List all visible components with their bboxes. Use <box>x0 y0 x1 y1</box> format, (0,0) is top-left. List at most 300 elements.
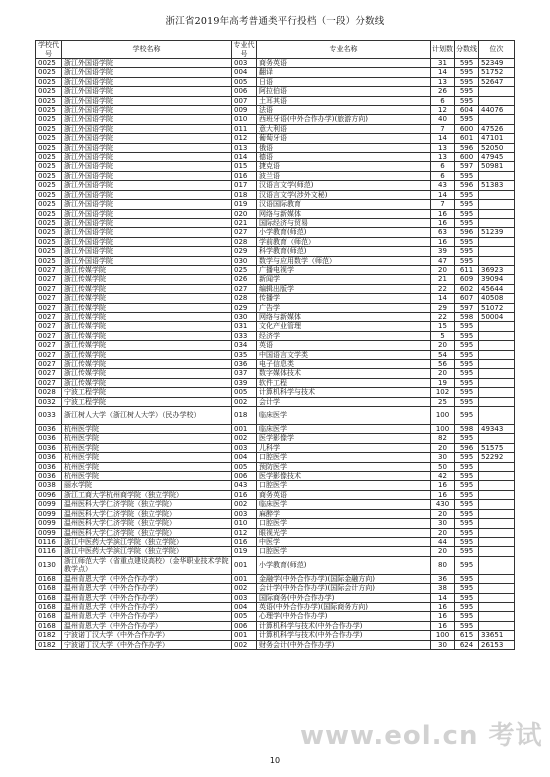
cell-major-code: 004 <box>232 68 257 77</box>
cell-major-code: 026 <box>232 275 257 284</box>
cell-major-code: 002 <box>232 640 257 649</box>
cell-score-line: 595 <box>455 247 479 256</box>
cell-major-name: 口腔医学 <box>257 481 431 490</box>
cell-plan-count: 12 <box>431 106 455 115</box>
cell-plan-count: 6 <box>431 162 455 171</box>
cell-school-code: 0099 <box>36 519 62 528</box>
table-header-row <box>36 41 515 59</box>
cell-major-name: 翻译 <box>257 68 431 77</box>
cell-score-line: 595 <box>455 350 479 359</box>
cell-school-name: 浙江外国语学院 <box>62 200 232 209</box>
table-row <box>36 209 515 218</box>
cell-major-name: 临床医学 <box>257 500 431 509</box>
cell-plan-count: 30 <box>431 453 455 462</box>
cell-major-code: 037 <box>232 369 257 378</box>
table-row <box>36 528 515 537</box>
cell-major-name: 小学教育(师范) <box>257 228 431 237</box>
cell-school-name: 温州医科大学仁济学院（独立学院） <box>62 500 232 509</box>
cell-school-code: 0025 <box>36 190 62 199</box>
table-row <box>36 284 515 293</box>
cell-major-name: 网络与新媒体 <box>257 209 431 218</box>
cell-major-code: 012 <box>232 528 257 537</box>
cell-school-name: 浙江传媒学院 <box>62 322 232 331</box>
cell-score-line: 607 <box>455 294 479 303</box>
cell-major-name: 麻醉学 <box>257 509 431 518</box>
cell-rank <box>479 528 515 537</box>
cell-score-line: 595 <box>455 490 479 499</box>
cell-school-code: 0025 <box>36 59 62 68</box>
cell-school-code: 0027 <box>36 378 62 387</box>
cell-school-name: 浙江外国语学院 <box>62 181 232 190</box>
table-row <box>36 162 515 171</box>
cell-plan-count: 26 <box>431 87 455 96</box>
cell-major-name: 波兰语 <box>257 171 431 180</box>
cell-major-name: 软件工程 <box>257 378 431 387</box>
table-row <box>36 407 515 425</box>
cell-major-code: 006 <box>232 621 257 630</box>
cell-major-code: 007 <box>232 96 257 105</box>
cell-score-line: 595 <box>455 547 479 556</box>
table-row <box>36 397 515 406</box>
cell-school-name: 浙江传媒学院 <box>62 275 232 284</box>
cell-plan-count: 20 <box>431 528 455 537</box>
table-row <box>36 96 515 105</box>
cell-rank <box>479 397 515 406</box>
cell-school-code: 0025 <box>36 106 62 115</box>
cell-major-name: 计算机科学与技术(中外合作办学) <box>257 621 431 630</box>
header-score-line: 分数线 <box>455 41 479 59</box>
cell-score-line: 595 <box>455 378 479 387</box>
cell-rank: 52647 <box>479 77 515 86</box>
cell-score-line: 595 <box>455 218 479 227</box>
cell-major-code: 028 <box>232 237 257 246</box>
table-row <box>36 369 515 378</box>
cell-rank <box>479 171 515 180</box>
cell-major-name: 国际商务(中外合作办学) <box>257 593 431 602</box>
cell-rank <box>479 481 515 490</box>
table-row <box>36 190 515 199</box>
cell-plan-count: 16 <box>431 612 455 621</box>
cell-score-line: 597 <box>455 162 479 171</box>
cell-rank <box>479 621 515 630</box>
cell-major-name: 传播学 <box>257 294 431 303</box>
cell-rank: 36923 <box>479 265 515 274</box>
cell-school-code: 0025 <box>36 200 62 209</box>
cell-major-code: 027 <box>232 228 257 237</box>
cell-plan-count: 16 <box>431 209 455 218</box>
cell-major-code: 002 <box>232 397 257 406</box>
table-row <box>36 519 515 528</box>
cell-major-name: 口腔医学 <box>257 519 431 528</box>
cell-major-name: 学前教育（师范） <box>257 237 431 246</box>
cell-score-line: 596 <box>455 143 479 152</box>
cell-score-line: 595 <box>455 621 479 630</box>
cell-school-name: 杭州医学院 <box>62 443 232 452</box>
cell-plan-count: 40 <box>431 115 455 124</box>
cell-major-name: 中医学 <box>257 537 431 546</box>
cell-major-code: 028 <box>232 294 257 303</box>
cell-rank <box>479 556 515 574</box>
cell-plan-count: 13 <box>431 77 455 86</box>
cell-plan-count: 16 <box>431 490 455 499</box>
cell-score-line: 597 <box>455 303 479 312</box>
cell-score-line: 595 <box>455 407 479 425</box>
cell-major-code: 030 <box>232 256 257 265</box>
cell-school-name: 浙江传媒学院 <box>62 378 232 387</box>
cell-plan-count: 29 <box>431 303 455 312</box>
cell-school-code: 0027 <box>36 312 62 321</box>
table-row <box>36 303 515 312</box>
cell-major-name: 计算机科学与技术 <box>257 388 431 397</box>
cell-school-code: 0025 <box>36 96 62 105</box>
cell-major-code: 006 <box>232 472 257 481</box>
cell-school-name: 浙江外国语学院 <box>62 228 232 237</box>
table-row <box>36 247 515 256</box>
cell-school-name: 浙江外国语学院 <box>62 106 232 115</box>
cell-rank <box>479 407 515 425</box>
cell-major-code: 003 <box>232 59 257 68</box>
cell-score-line: 624 <box>455 640 479 649</box>
cell-major-code: 018 <box>232 407 257 425</box>
table-row <box>36 490 515 499</box>
table-row <box>36 265 515 274</box>
cell-school-code: 0025 <box>36 143 62 152</box>
cell-major-name: 数字媒体技术 <box>257 369 431 378</box>
cell-plan-count: 13 <box>431 153 455 162</box>
cell-plan-count: 39 <box>431 247 455 256</box>
cell-rank: 40508 <box>479 294 515 303</box>
cell-school-name: 宁波工程学院 <box>62 397 232 406</box>
cell-major-name: 编辑出版学 <box>257 284 431 293</box>
table-row <box>36 621 515 630</box>
cell-major-name: 网络与新媒体 <box>257 312 431 321</box>
cell-rank <box>479 360 515 369</box>
cell-plan-count: 7 <box>431 200 455 209</box>
cell-school-code: 0027 <box>36 265 62 274</box>
cell-major-code: 027 <box>232 284 257 293</box>
cell-major-code: 031 <box>232 322 257 331</box>
cell-score-line: 615 <box>455 631 479 640</box>
header-school-name: 学校名称 <box>62 41 232 59</box>
cell-rank <box>479 593 515 602</box>
cell-major-code: 005 <box>232 612 257 621</box>
cell-rank <box>479 388 515 397</box>
cell-school-name: 浙江传媒学院 <box>62 265 232 274</box>
cell-school-code: 0116 <box>36 547 62 556</box>
cell-school-code: 0036 <box>36 462 62 471</box>
cell-plan-count: 7 <box>431 124 455 133</box>
cell-plan-count: 100 <box>431 425 455 434</box>
cell-rank <box>479 378 515 387</box>
cell-school-name: 杭州医学院 <box>62 434 232 443</box>
cell-school-name: 浙江外国语学院 <box>62 96 232 105</box>
cell-plan-count: 50 <box>431 462 455 471</box>
cell-plan-count: 20 <box>431 547 455 556</box>
cell-major-code: 043 <box>232 481 257 490</box>
cell-major-name: 广告学 <box>257 303 431 312</box>
page-title: 浙江省2019年高考普通类平行投档（一段）分数线 <box>165 16 385 27</box>
cell-school-name: 温州肯恩大学（中外合作办学） <box>62 584 232 593</box>
cell-school-code: 0025 <box>36 162 62 171</box>
cell-score-line: 595 <box>455 115 479 124</box>
table-row <box>36 556 515 574</box>
cell-major-code: 010 <box>232 519 257 528</box>
cell-plan-count: 54 <box>431 350 455 359</box>
table-row <box>36 218 515 227</box>
table-row <box>36 360 515 369</box>
cell-school-code: 0182 <box>36 640 62 649</box>
cell-plan-count: 14 <box>431 294 455 303</box>
cell-major-name: 阿拉伯语 <box>257 87 431 96</box>
cell-major-name: 俄语 <box>257 143 431 152</box>
cell-rank <box>479 490 515 499</box>
cell-score-line: 595 <box>455 602 479 611</box>
cell-rank: 51072 <box>479 303 515 312</box>
table-row <box>36 388 515 397</box>
cell-score-line: 611 <box>455 265 479 274</box>
cell-major-name: 汉语言文学(涉外文秘) <box>257 190 431 199</box>
cell-school-code: 0027 <box>36 369 62 378</box>
cell-major-code: 034 <box>232 341 257 350</box>
cell-major-code: 016 <box>232 537 257 546</box>
watermark: www.eol.cn 考试 <box>300 721 543 751</box>
table-row <box>36 584 515 593</box>
cell-school-name: 浙江传媒学院 <box>62 303 232 312</box>
cell-plan-count: 16 <box>431 237 455 246</box>
cell-school-name: 浙江传媒学院 <box>62 331 232 340</box>
cell-major-name: 葡萄牙语 <box>257 134 431 143</box>
cell-score-line: 602 <box>455 284 479 293</box>
cell-rank <box>479 547 515 556</box>
cell-major-code: 001 <box>232 631 257 640</box>
cell-score-line: 595 <box>455 584 479 593</box>
cell-rank <box>479 115 515 124</box>
cell-plan-count: 36 <box>431 574 455 583</box>
cell-score-line: 604 <box>455 106 479 115</box>
cell-score-line: 596 <box>455 228 479 237</box>
cell-major-code: 021 <box>232 218 257 227</box>
cell-major-code: 005 <box>232 77 257 86</box>
cell-major-code: 005 <box>232 462 257 471</box>
cell-rank: 52292 <box>479 453 515 462</box>
cell-score-line: 600 <box>455 124 479 133</box>
cell-rank <box>479 218 515 227</box>
cell-plan-count: 80 <box>431 556 455 574</box>
cell-score-line: 595 <box>455 341 479 350</box>
cell-rank <box>479 350 515 359</box>
cell-major-name: 商务英语 <box>257 59 431 68</box>
cell-score-line: 595 <box>455 462 479 471</box>
cell-score-line: 595 <box>455 369 479 378</box>
page-number: 10 <box>269 756 281 765</box>
cell-rank <box>479 434 515 443</box>
cell-school-name: 浙江外国语学院 <box>62 87 232 96</box>
cell-rank <box>479 331 515 340</box>
table-row <box>36 631 515 640</box>
header-major-name: 专业名称 <box>257 41 431 59</box>
cell-major-code: 001 <box>232 574 257 583</box>
cell-major-code: 013 <box>232 143 257 152</box>
cell-score-line: 595 <box>455 509 479 518</box>
score-table-container <box>35 40 514 650</box>
table-row <box>36 640 515 649</box>
cell-major-code: 030 <box>232 312 257 321</box>
cell-major-code: 020 <box>232 209 257 218</box>
cell-major-name: 数学与应用数学（师范） <box>257 256 431 265</box>
cell-school-name: 杭州医学院 <box>62 425 232 434</box>
cell-school-code: 0027 <box>36 350 62 359</box>
table-row <box>36 181 515 190</box>
cell-major-code: 006 <box>232 87 257 96</box>
cell-school-name: 浙江传媒学院 <box>62 360 232 369</box>
cell-school-name: 浙江中医药大学滨江学院（独立学院） <box>62 547 232 556</box>
cell-score-line: 595 <box>455 87 479 96</box>
cell-plan-count: 14 <box>431 134 455 143</box>
cell-school-code: 0099 <box>36 509 62 518</box>
cell-score-line: 595 <box>455 200 479 209</box>
cell-plan-count: 16 <box>431 602 455 611</box>
table-row <box>36 322 515 331</box>
cell-major-code: 019 <box>232 200 257 209</box>
table-row <box>36 462 515 471</box>
header-plan-count: 计划数 <box>431 41 455 59</box>
table-row <box>36 434 515 443</box>
cell-school-code: 0116 <box>36 537 62 546</box>
cell-rank: 51752 <box>479 68 515 77</box>
cell-score-line: 595 <box>455 68 479 77</box>
cell-plan-count: 14 <box>431 68 455 77</box>
cell-school-code: 0025 <box>36 115 62 124</box>
table-row <box>36 481 515 490</box>
score-table <box>35 40 515 650</box>
cell-school-name: 温州肯恩大学（中外合作办学） <box>62 602 232 611</box>
cell-school-name: 浙江外国语学院 <box>62 247 232 256</box>
table-row <box>36 275 515 284</box>
cell-school-name: 浙江外国语学院 <box>62 209 232 218</box>
cell-major-name: 汉语国际教育 <box>257 200 431 209</box>
cell-major-name: 口腔医学 <box>257 453 431 462</box>
cell-major-name: 医学影像技术 <box>257 472 431 481</box>
cell-rank: 33651 <box>479 631 515 640</box>
cell-school-name: 浙江外国语学院 <box>62 190 232 199</box>
cell-score-line: 595 <box>455 556 479 574</box>
cell-school-name: 宁波工程学院 <box>62 388 232 397</box>
cell-major-code: 015 <box>232 162 257 171</box>
cell-school-name: 浙江外国语学院 <box>62 153 232 162</box>
table-row <box>36 143 515 152</box>
cell-school-name: 浙江外国语学院 <box>62 218 232 227</box>
cell-rank <box>479 602 515 611</box>
cell-school-name: 浙江外国语学院 <box>62 143 232 152</box>
table-row <box>36 425 515 434</box>
table-row <box>36 228 515 237</box>
cell-school-code: 0168 <box>36 621 62 630</box>
table-row <box>36 77 515 86</box>
cell-score-line: 600 <box>455 153 479 162</box>
cell-rank: 50004 <box>479 312 515 321</box>
cell-rank: 51383 <box>479 181 515 190</box>
cell-major-code: 003 <box>232 509 257 518</box>
cell-score-line: 595 <box>455 331 479 340</box>
cell-major-name: 财务会计(中外合作办学) <box>257 640 431 649</box>
cell-school-code: 0025 <box>36 153 62 162</box>
cell-major-code: 012 <box>232 134 257 143</box>
cell-plan-count: 30 <box>431 640 455 649</box>
header-major-code: 专业代号 <box>233 41 255 58</box>
cell-rank: 47526 <box>479 124 515 133</box>
cell-school-name: 宁波诺丁汉大学（中外合作办学） <box>62 640 232 649</box>
table-row <box>36 106 515 115</box>
cell-major-name: 儿科学 <box>257 443 431 452</box>
cell-school-code: 0025 <box>36 181 62 190</box>
cell-rank: 49343 <box>479 425 515 434</box>
cell-major-name: 新闻学 <box>257 275 431 284</box>
cell-plan-count: 100 <box>431 631 455 640</box>
cell-score-line: 609 <box>455 275 479 284</box>
cell-major-name: 眼视光学 <box>257 528 431 537</box>
cell-rank <box>479 472 515 481</box>
cell-school-code: 0025 <box>36 209 62 218</box>
cell-school-code: 0168 <box>36 574 62 583</box>
table-row <box>36 443 515 452</box>
cell-score-line: 595 <box>455 434 479 443</box>
cell-major-code: 010 <box>232 115 257 124</box>
cell-score-line: 595 <box>455 537 479 546</box>
cell-plan-count: 5 <box>431 331 455 340</box>
cell-major-code: 003 <box>232 443 257 452</box>
cell-school-name: 浙江传媒学院 <box>62 294 232 303</box>
cell-major-name: 文化产业管理 <box>257 322 431 331</box>
table-row <box>36 171 515 180</box>
cell-major-name: 商务英语 <box>257 490 431 499</box>
cell-plan-count: 42 <box>431 472 455 481</box>
table-row <box>36 472 515 481</box>
cell-major-name: 经济学 <box>257 331 431 340</box>
cell-score-line: 598 <box>455 425 479 434</box>
cell-major-name: 医学影像学 <box>257 434 431 443</box>
cell-rank: 52349 <box>479 59 515 68</box>
cell-major-code: 005 <box>232 388 257 397</box>
cell-plan-count: 6 <box>431 96 455 105</box>
cell-school-name: 杭州医学院 <box>62 462 232 471</box>
cell-school-name: 温州医科大学仁济学院（独立学院） <box>62 509 232 518</box>
cell-plan-count: 56 <box>431 360 455 369</box>
cell-rank <box>479 247 515 256</box>
cell-rank <box>479 341 515 350</box>
cell-school-code: 0027 <box>36 341 62 350</box>
cell-major-code: 002 <box>232 500 257 509</box>
cell-plan-count: 100 <box>431 407 455 425</box>
table-row <box>36 59 515 68</box>
cell-major-name: 英语 <box>257 341 431 350</box>
cell-school-code: 0025 <box>36 218 62 227</box>
cell-rank: 52050 <box>479 143 515 152</box>
cell-plan-count: 430 <box>431 500 455 509</box>
cell-rank <box>479 612 515 621</box>
cell-rank <box>479 509 515 518</box>
cell-plan-count: 20 <box>431 265 455 274</box>
cell-major-code: 036 <box>232 360 257 369</box>
cell-major-code: 019 <box>232 547 257 556</box>
cell-major-name: 德语 <box>257 153 431 162</box>
cell-school-code: 0130 <box>36 556 62 574</box>
cell-school-name: 浙江传媒学院 <box>62 312 232 321</box>
cell-major-code: 003 <box>232 593 257 602</box>
cell-major-name: 国际经济与贸易 <box>257 218 431 227</box>
cell-major-code: 017 <box>232 181 257 190</box>
table-row <box>36 500 515 509</box>
cell-school-name: 浙江外国语学院 <box>62 68 232 77</box>
